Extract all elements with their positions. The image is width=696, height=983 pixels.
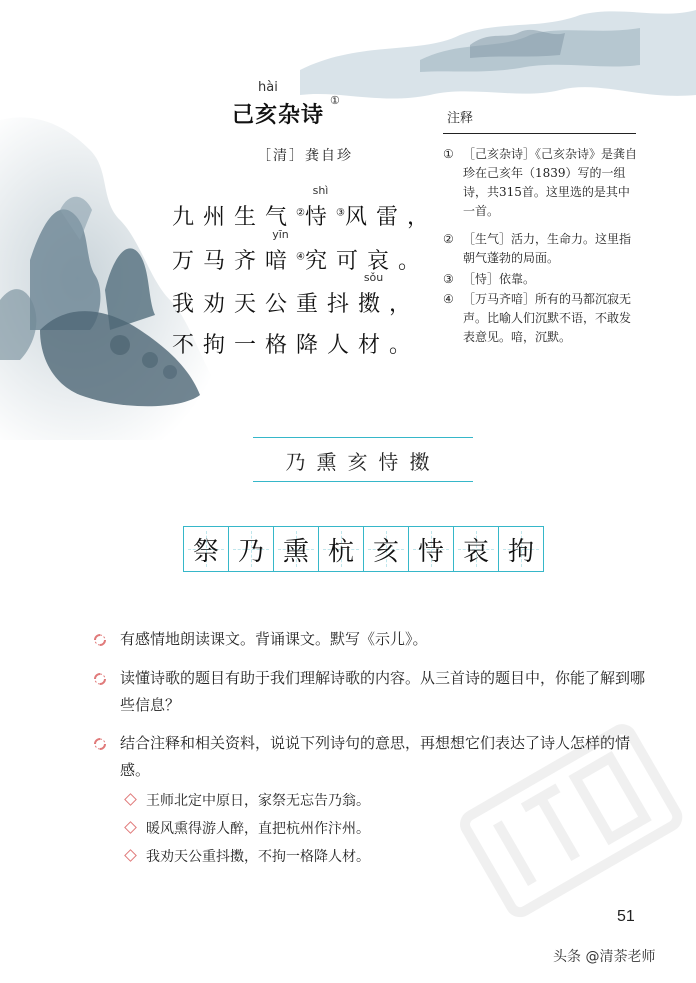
sub-item: 我劝天公重抖擞，不拘一格降人材。 — [126, 846, 370, 866]
exercise-bullet-icon — [92, 671, 108, 687]
writing-box: 熏 — [274, 527, 319, 571]
poem-title: 己亥杂诗 — [232, 102, 325, 128]
note-item: ④ ［万马齐喑］所有的马都沉寂无声。比喻人们沉默不语，不敢发表意见。喑，沉默。 — [443, 292, 632, 344]
writing-box: 杭 — [319, 527, 364, 571]
exercise-item: 有感情地朗读课文。背诵课文。默写《示儿》。 — [92, 626, 652, 653]
sub-item: 王师北定中原日，家祭无忘告乃翁。 — [126, 790, 370, 810]
diamond-bullet-icon — [124, 849, 137, 862]
title-footnote-mark: ① — [330, 94, 340, 107]
note-item: ② ［生气］活力，生命力。这里指朝气蓬勃的局面。 — [443, 232, 632, 265]
exercise-item: 读懂诗歌的题目有助于我们理解诗歌的内容。从三首诗的题目中，你能了解到哪些信息？ — [92, 665, 652, 719]
title-pinyin: hài — [258, 80, 278, 95]
writing-box: 哀 — [454, 527, 499, 571]
source-watermark: 头条 @清荼老师 — [553, 949, 656, 965]
poem-line-3: 我劝天公重抖 sǒu 擞， — [172, 271, 421, 317]
writing-box: 亥 — [364, 527, 409, 571]
sub-item: 暖风熏得游人醉，直把杭州作汴州。 — [126, 818, 370, 838]
poem-line-4: 不拘一格降人材。 — [172, 333, 421, 358]
exercise-bullet-icon — [92, 632, 108, 648]
poem-line-1: 九州生气② shì 恃③风雷， — [172, 184, 438, 230]
notes-heading: 注释 — [447, 111, 474, 126]
page-number: 51 — [617, 908, 635, 925]
poem-author: ［清］龚自珍 — [257, 148, 353, 164]
poem-line-2: 万马齐 yīn 喑④究可哀。 — [172, 228, 430, 274]
recognize-characters: 乃熏亥恃擞 — [285, 450, 441, 474]
writing-box: 拘 — [499, 527, 543, 571]
writing-box: 祭 — [184, 527, 229, 571]
diamond-bullet-icon — [124, 793, 137, 806]
diamond-bullet-icon — [124, 821, 137, 834]
exercise-bullet-icon — [92, 736, 108, 752]
recognize-bottom-rule — [253, 481, 473, 482]
writing-box: 乃 — [229, 527, 274, 571]
poem-title-block — [232, 80, 362, 130]
writing-grid — [183, 526, 544, 572]
notes-divider — [443, 133, 636, 134]
exercise-item: 结合注释和相关资料，说说下列诗句的意思，再想想它们表达了诗人怎样的情感。 — [92, 730, 652, 784]
note-item: ③ ［恃］依靠。 — [443, 272, 536, 286]
writing-box: 恃 — [409, 527, 454, 571]
recognize-top-rule — [253, 437, 473, 438]
note-item: ① ［己亥杂诗］《己亥杂诗》是龚自珍在己亥年（1839）写的一组诗，共315首。这里选的是其中一首。 — [443, 147, 638, 218]
